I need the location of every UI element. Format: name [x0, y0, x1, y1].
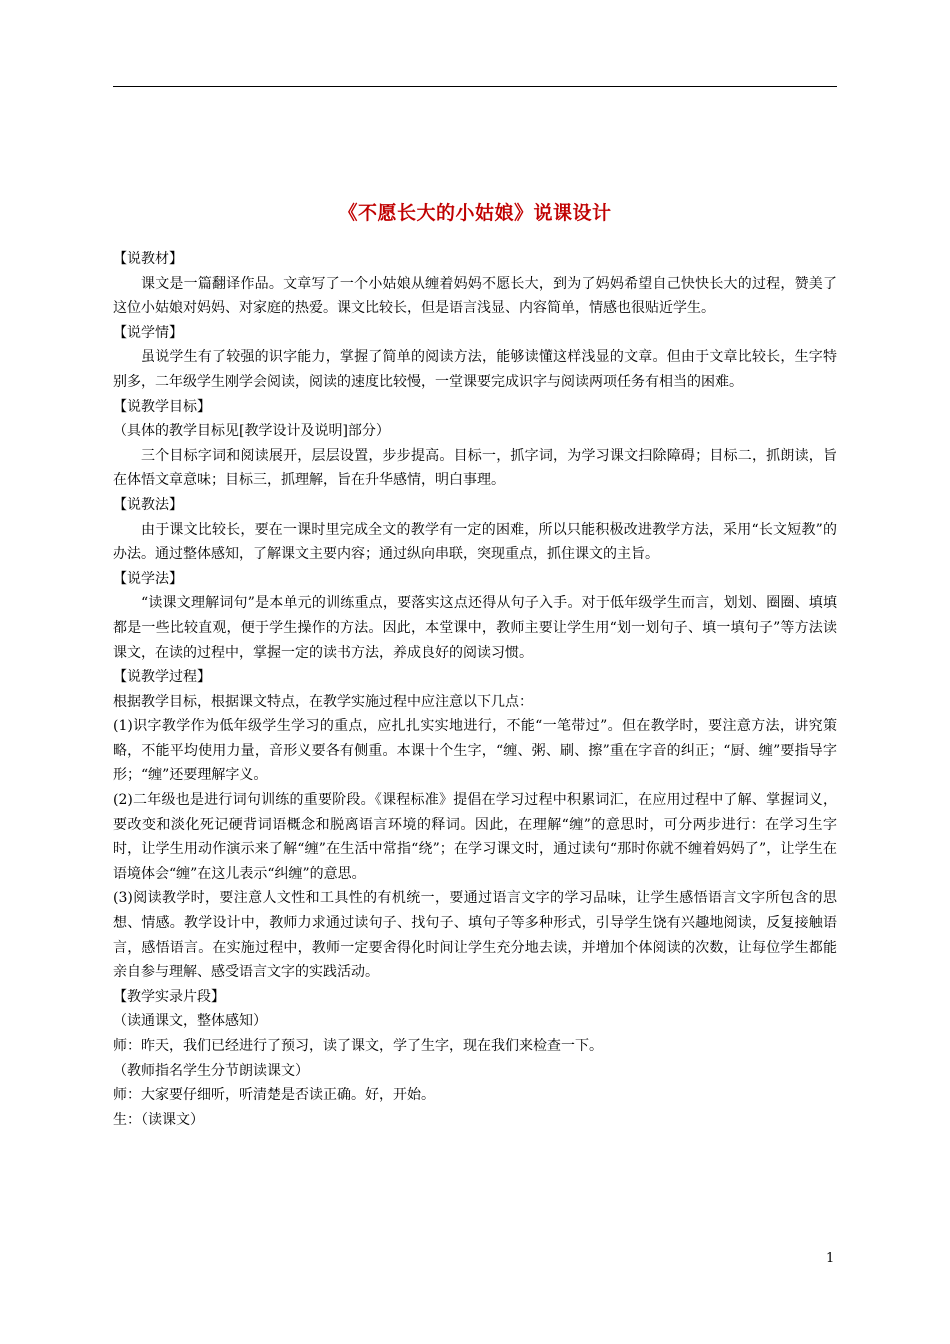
- paragraph-objectives: 三个目标字词和阅读展开，层层设置，步步提高。目标一，抓字词，为学习课文扫除障碍；目标二，抓朗读，旨在体悟文章意味；目标三，抓理解，旨在升华感情，明白事理。: [113, 447, 837, 489]
- transcript-stage-note: （读通课文，整体感知）: [113, 1013, 267, 1030]
- document-body: [113, 247, 837, 1132]
- section-heading-students: 【说学情】: [113, 324, 183, 341]
- paragraph-process-intro: 根据教学目标，根据课文特点，在教学实施过程中应注意以下几点：: [113, 693, 533, 710]
- paragraph-learning-method: “读课文理解词句”是本单元的训练重点，要落实这点还得从句子入手。对于低年级学生而言，划划、圈圈、填填都是一些比较直观，便于学生操作的方法。因此，本堂课中，教师主要让学生用“划一划句子、填一填句子”等方法读课文，在读的过程中，掌握一定的读书方法，养成良好的阅读习惯。: [113, 595, 837, 661]
- section-heading-objectives: 【说教学目标】: [113, 398, 211, 415]
- paragraph-process-point-2: (2)二年级也是进行词句训练的重要阶段。《课程标准》提倡在学习过程中积累词汇，在应用过程中了解、掌握词义，要改变和淡化死记硬背词语概念和脱离语言环境的释词。因此，在理解“缠”的意思时，可分两步进行：在学习生字时，让学生用动作演示来了解“缠”在生活中常指“绕”；在学习课文时，通过读句“那时你就不缠着妈妈了”，让学生在语境体会“缠”在这儿表示“纠缠”的意思。: [113, 792, 837, 882]
- transcript-stage-note: （教师指名学生分节朗读课文）: [113, 1062, 309, 1079]
- section-heading-learning-method: 【说学法】: [113, 570, 183, 587]
- paragraph-teaching-method: 由于课文比较长，要在一课时里完成全文的教学有一定的困难，所以只能积极改进教学方法，采用“长文短教”的办法。通过整体感知，了解课文主要内容；通过纵向串联，突现重点，抓住课文的主旨。: [113, 521, 837, 563]
- paragraph-students: 虽说学生有了较强的识字能力，掌握了简单的阅读方法，能够读懂这样浅显的文章。但由于文章比较长，生字特别多，二年级学生刚学会阅读，阅读的速度比较慢，一堂课要完成识字与阅读两项任务有相当的困难。: [113, 349, 837, 390]
- paragraph-process-point-3: (3)阅读教学时，要注意人文性和工具性的有机统一，要通过语言文字的学习品味，让学生感悟语言文字所包含的思想、情感。教学设计中，教师力求通过读句子、找句子、填句子等多种形式，引导学生饶有兴趣地阅读，反复接触语言，感悟语言。在实施过程中，教师一定要舍得化时间让学生充分地去读，并增加个体阅读的次数，让每位学生都能亲自参与理解、感受语言文字的实践活动。: [113, 890, 837, 981]
- page-number: 1: [826, 1251, 835, 1266]
- section-heading-teaching-method: 【说教法】: [113, 496, 183, 513]
- paragraph-objectives-note: （具体的教学目标见[教学设计及说明]部分）: [113, 423, 390, 440]
- header-rule: [113, 86, 837, 87]
- transcript-line: 生：（读课文）: [113, 1111, 204, 1128]
- document-title: 《不愿长大的小姑娘》说课设计: [338, 202, 612, 224]
- transcript-line: 师：昨天，我们已经进行了预习，读了课文，学了生字，现在我们来检查一下。: [113, 1038, 603, 1054]
- transcript-line: 师：大家要仔细听，听清楚是否读正确。好，开始。: [113, 1087, 435, 1104]
- section-heading-process: 【说教学过程】: [113, 669, 211, 686]
- section-heading-transcript: 【教学实录片段】: [113, 988, 225, 1005]
- paragraph-textbook: 课文是一篇翻译作品。文章写了一个小姑娘从缠着妈妈不愿长大，到为了妈妈希望自己快快长大的过程，赞美了这位小姑娘对妈妈、对家庭的热爱。课文比较长，但是语言浅显、内容简单，情感也很贴近学生。: [113, 275, 837, 317]
- section-heading-textbook: 【说教材】: [113, 251, 183, 267]
- paragraph-process-point-1: (1)识字教学作为低年级学生学习的重点，应扎扎实实地进行，不能“一笔带过”。但在教学时，要注意方法，讲究策略，不能平均使用力量，音形义要各有侧重。本课十个生字，“缠、粥、刷、擦”重在字音的纠正；“厨、缠”要指导字形；“缠”还要理解字义。: [113, 718, 837, 784]
